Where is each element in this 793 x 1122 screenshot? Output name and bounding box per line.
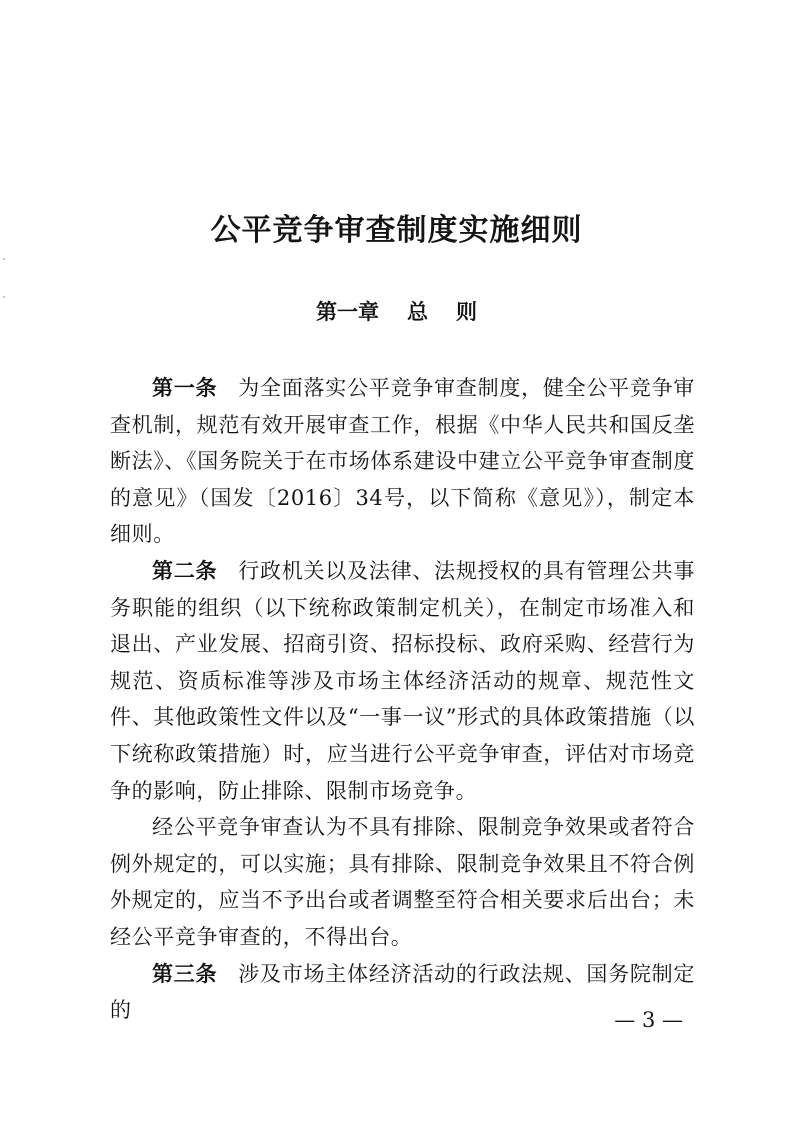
article-number: 第一条 bbox=[152, 376, 218, 400]
paragraph-text: 经公平竞争审查认为不具有排除、限制竞争效果或者符合例外规定的，可以实施；具有排除、限制竞争效果且不符合例外规定的，应当不予出台或者调整至符合相关要求后出台；未经公平竞争审查的，不得出台。 bbox=[110, 815, 695, 949]
article-number: 第二条 bbox=[152, 558, 218, 583]
article-text: 行政机关以及法律、法规授权的具有管理公共事务职能的组织（以下统称政策制定机关），在制定市场准入和退出、产业发展、招商引资、招标投标、政府采购、经营行为规范、资质标准等涉及市场主体经济活动的规章、规范性文件、其他政策性文件以及“一事一议”形式的具体政策措施（以下统称政策措施）时，应当进行公平竞争审查，评估对市场竞争的影响，防止排除、限制市场竞争。 bbox=[110, 558, 695, 803]
article-1-paragraph bbox=[110, 370, 695, 553]
article-text: 为全面落实公平竞争审查制度，健全公平竞争审查机制，规范有效开展审查工作，根据《中华人民共和国反垄断法》、《国务院关于在市场体系建设中建立公平竞争审查制度的意见》（国发〔2016〕34号，以下简称《意见》），制定本细则。 bbox=[110, 376, 695, 547]
chapter-name-part1: 总 bbox=[407, 300, 428, 324]
page-number: — 3 — bbox=[614, 1008, 683, 1032]
document-title: 公平竞争审查制度实施细则 bbox=[210, 213, 583, 248]
article-2-continuation-paragraph bbox=[110, 809, 695, 955]
chapter-name-part2: 则 bbox=[456, 300, 477, 324]
article-2-paragraph bbox=[110, 553, 695, 809]
chapter-number: 第一章 bbox=[316, 300, 379, 324]
article-3-paragraph bbox=[110, 956, 695, 1029]
body-text bbox=[110, 370, 695, 1029]
chapter-heading bbox=[0, 296, 793, 326]
scan-speck bbox=[3, 258, 5, 260]
article-number: 第三条 bbox=[152, 961, 218, 986]
article-text: 涉及市场主体经济活动的行政法规、国务院制定的 bbox=[110, 961, 695, 1023]
